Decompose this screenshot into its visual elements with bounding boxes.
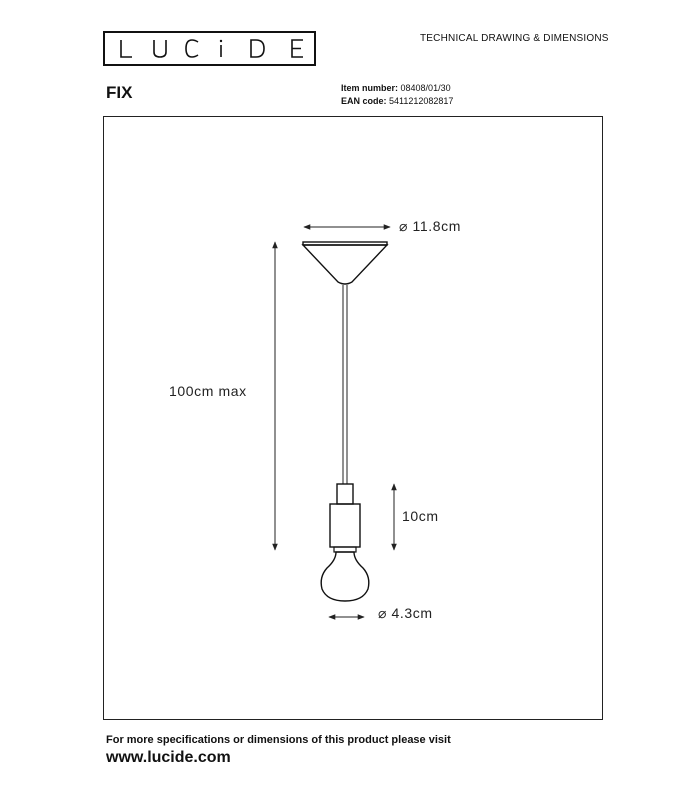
section-title: TECHNICAL DRAWING & DIMENSIONS <box>420 33 609 44</box>
item-number-label: Item number: <box>341 83 399 93</box>
item-number-value: 08408/01/30 <box>400 83 451 93</box>
footer-text: For more specifications or dimensions of this product please visit <box>106 734 451 746</box>
lamp-holder-shape <box>330 484 360 552</box>
product-name: FIX <box>106 83 133 102</box>
ean-label: EAN code: <box>341 96 387 106</box>
holder-height-label: 10cm <box>402 508 439 524</box>
canopy-shape <box>303 242 387 284</box>
bulb-diameter-label: ⌀ 4.3cm <box>378 605 433 621</box>
ean-value: 5411212082817 <box>389 96 454 106</box>
canopy-diameter-label: ⌀ 11.8cm <box>399 218 461 234</box>
footer-link[interactable]: www.lucide.com <box>106 749 231 766</box>
bulb-shape <box>321 552 369 601</box>
cable-length-label: 100cm max <box>169 383 247 399</box>
